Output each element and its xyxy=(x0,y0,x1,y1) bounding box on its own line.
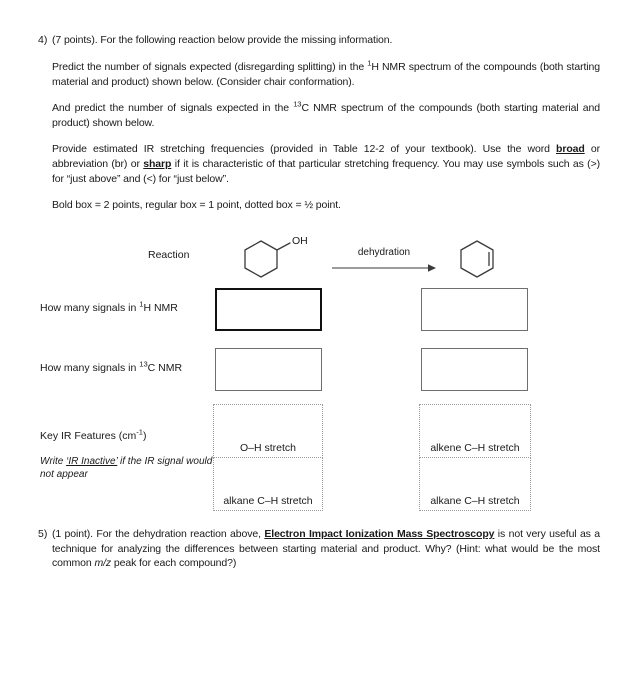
answer-box-h-nmr-product[interactable] xyxy=(421,288,528,331)
question-4-body xyxy=(52,33,600,48)
hydroxyl-label: OH xyxy=(292,235,308,247)
question-5-block xyxy=(30,527,600,571)
answer-box-ir-product-2[interactable] xyxy=(419,457,531,511)
answer-box-ir-starting-material-1[interactable] xyxy=(213,404,323,458)
question-5-number: 5) xyxy=(38,528,48,540)
answer-box-h-nmr-starting-material[interactable] xyxy=(215,288,322,331)
reaction-arrow-group xyxy=(330,247,438,275)
row-label-ir-pre: Key IR Features (cm xyxy=(40,430,137,442)
ir-term-broad: broad xyxy=(556,143,585,156)
row-label-ir-superscript: -1 xyxy=(136,427,144,437)
reaction-arrow-icon xyxy=(330,261,438,275)
row-label-h-nmr-superscript: 1 xyxy=(139,299,144,309)
paragraph-h-nmr-pre: Predict the number of signals expected (disregarding splitting) in the xyxy=(52,61,368,73)
q5-text-3: peak for each compound?) xyxy=(111,557,237,570)
answer-box-ir-product-1[interactable] xyxy=(419,404,531,458)
ir-term-sharp: sharp xyxy=(143,157,172,170)
ir-hint-alkane-ch-stretch-sm: alkane C–H stretch xyxy=(223,495,313,507)
row-label-c-nmr-pre: How many signals in xyxy=(40,362,140,374)
paragraph-c-nmr xyxy=(52,101,600,130)
ir-hint-alkane-ch-stretch-pr: alkane C–H stretch xyxy=(430,495,520,507)
paragraph-h-nmr-post: H NMR spectrum of the compounds (both starting material and product) shown below. (Consider chair conformation). xyxy=(52,61,600,88)
answer-box-ir-starting-material-2[interactable] xyxy=(213,457,323,511)
q5-text-2: is not very useful as a technique for analyzing the differences between starting material and product. Why? (Hint: what would be the most common xyxy=(52,528,600,570)
ir-text-3: if it is characteristic of that particular stretching frequency. You may use symbols such as (>) for “just above” and (<) for “just below”. xyxy=(52,157,600,185)
question-4-block xyxy=(30,33,600,48)
ir-inactive-note xyxy=(40,455,220,481)
row-label-ir-features xyxy=(40,429,147,443)
cyclohexanol-structure xyxy=(231,233,317,281)
q5-text-1: (1 point). For the dehydration reaction above, xyxy=(52,528,265,540)
row-label-h-nmr xyxy=(40,301,178,315)
row-label-h-nmr-post: H NMR xyxy=(143,302,178,314)
ir-note-underlined-phrase: ‘IR Inactive’ xyxy=(66,456,118,467)
question-4-paragraphs xyxy=(52,60,600,213)
paragraph-ir-instructions xyxy=(52,142,600,186)
cyclohexene-structure xyxy=(447,233,517,281)
paragraph-h-nmr xyxy=(52,60,600,89)
ir-note-pre: Write xyxy=(40,456,67,467)
reaction-arrow-label: dehydration xyxy=(357,247,411,258)
paragraph-c-nmr-pre: And predict the number of signals expected in the xyxy=(52,102,294,115)
row-label-c-nmr-superscript: 13 xyxy=(139,359,148,369)
question-5-text xyxy=(52,527,600,571)
question-5-body xyxy=(52,527,600,571)
paragraph-c-nmr-post: C NMR spectrum of the compounds (both starting material and product) shown below. xyxy=(52,102,600,129)
answer-box-c-nmr-starting-material[interactable] xyxy=(215,348,322,391)
row-label-c-nmr-post: C NMR xyxy=(147,362,183,374)
paragraph-point-values: Bold box = 2 points, regular box = 1 point, dotted box = ½ point. xyxy=(52,199,341,212)
row-label-ir-post: ) xyxy=(143,430,147,442)
answer-box-c-nmr-product[interactable] xyxy=(421,348,528,391)
ir-text-1: Provide estimated IR stretching frequencies (provided in Table 12-2 of your textbook). Use the word xyxy=(52,143,557,156)
ir-text-2: or abbreviation (br) or xyxy=(52,143,600,170)
superscript-1: 1 xyxy=(367,58,372,68)
question-4-intro-text: (7 points). For the following reaction below provide the missing information. xyxy=(52,34,393,46)
ir-hint-alkene-ch-stretch: alkene C–H stretch xyxy=(430,442,520,454)
question-4-number: 4) xyxy=(38,34,48,46)
reaction-row-label: Reaction xyxy=(148,249,190,261)
ir-note-rest: if the IR signal would not appear xyxy=(40,456,213,480)
q5-bold-term: Electron Impact Ionization Mass Spectroscopy xyxy=(264,528,495,540)
superscript-13: 13 xyxy=(293,99,302,109)
row-label-h-nmr-pre: How many signals in xyxy=(40,302,140,314)
ir-hint-oh-stretch: O–H stretch xyxy=(239,442,297,454)
q5-mz-term: m/z xyxy=(94,557,112,570)
row-label-c-nmr xyxy=(40,361,182,375)
